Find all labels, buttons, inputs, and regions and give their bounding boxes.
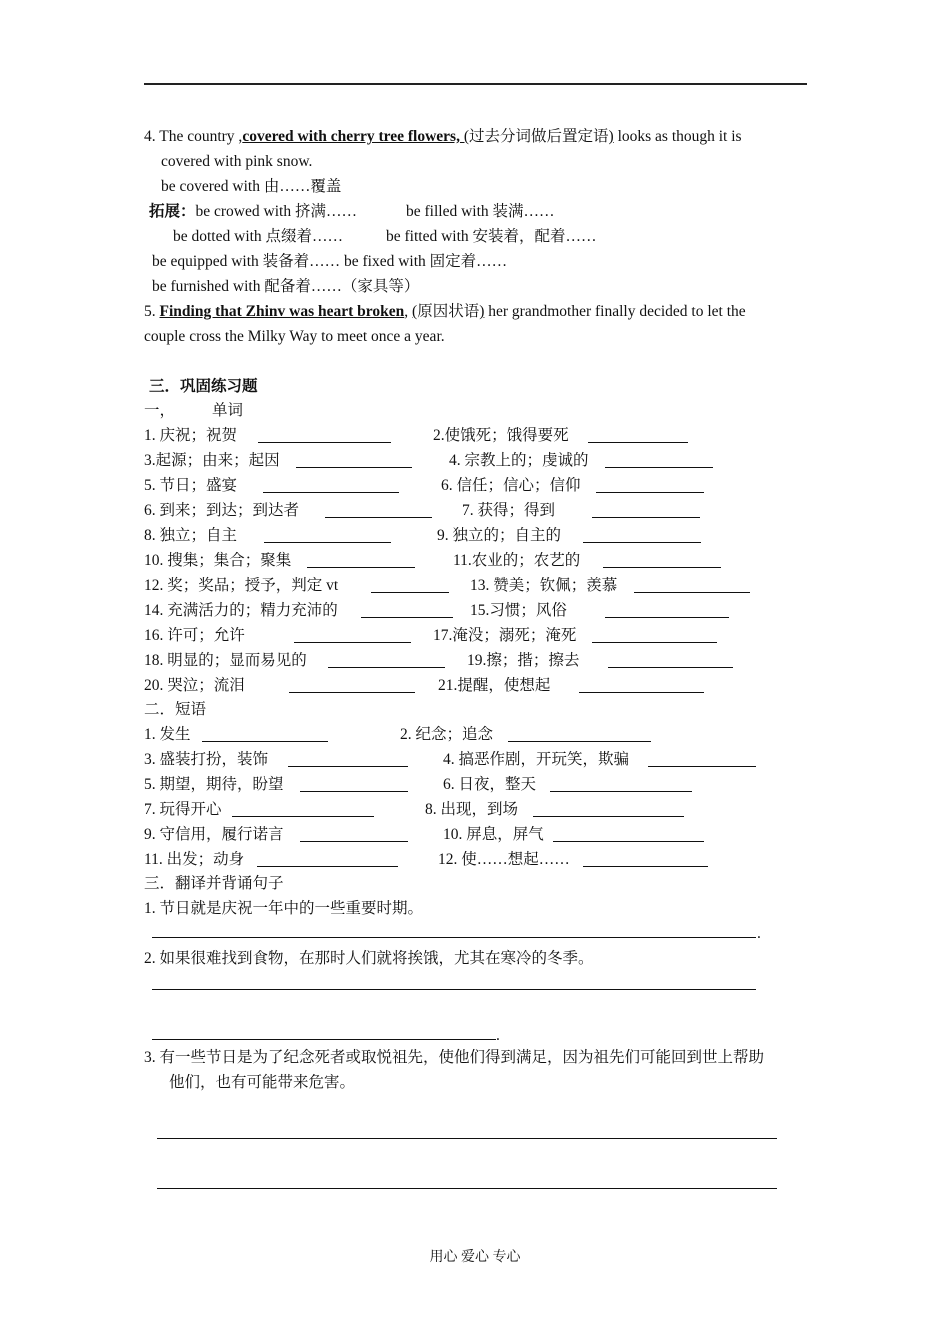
extension-phrase: be dotted with 点缀着…… [173, 228, 344, 245]
vocab-prompt: 15.习惯；风俗 [470, 602, 567, 619]
subsection-title: 二．短语 [144, 701, 207, 718]
vocab-prompt: 12. 奖；奖品；授予，判定 vt [144, 577, 339, 594]
phrase-answer-blank[interactable] [300, 791, 408, 792]
phrase-prompt: 7. 玩得开心 [144, 801, 222, 818]
item-4-line-1 [144, 127, 742, 147]
vocab-prompt: 17.淹没；溺死；淹死 [433, 627, 577, 644]
phrase-prompt: 8. 出现，到场 [425, 801, 519, 818]
answer-line[interactable] [157, 1188, 777, 1189]
vocab-answer-blank[interactable] [325, 517, 432, 518]
vocab-prompt: 20. 哭泣；流泪 [144, 677, 245, 694]
vocab-prompt: 14. 充满活力的；精力充沛的 [144, 602, 338, 619]
vocab-answer-blank[interactable] [361, 617, 453, 618]
answer-line[interactable] [152, 937, 756, 938]
phrase-answer-blank[interactable] [648, 766, 756, 767]
translation-sentence-2: 2. 如果很难找到食物，在那时人们就将挨饿，尤其在寒冷的冬季。 [144, 950, 594, 967]
phrase-answer-blank[interactable] [288, 766, 408, 767]
vocab-prompt: 2.使饿死；饿得要死 [433, 427, 569, 444]
answer-line[interactable] [152, 1039, 496, 1040]
vocab-prompt: 3.起源；由来；起因 [144, 452, 280, 469]
item-4-subject: The country , [159, 128, 243, 145]
vocab-answer-blank[interactable] [583, 542, 701, 543]
grammar-note: 过去分词做后置定语 [469, 128, 609, 145]
extension-phrase: be furnished with 配备着……（家具等） [152, 278, 420, 295]
extension-row-1 [149, 202, 357, 222]
phrase-prompt: 1. 发生 [144, 726, 191, 743]
vocab-answer-blank[interactable] [264, 542, 391, 543]
comma: , [404, 303, 413, 320]
vocab-prompt: 5. 节日；盛宴 [144, 477, 238, 494]
translation-sentence-3: 3. 有一些节日是为了纪念死者或取悦祖先，使他们得到满足，因为祖先们可能回到世上帮助 [144, 1049, 765, 1066]
vocab-prompt: 16. 许可；允许 [144, 627, 245, 644]
subsection-title: 三．翻译并背诵句子 [144, 875, 284, 892]
item-5-participle-phrase: Finding that Zhinv was heart broken [159, 303, 405, 320]
phrase-prompt: 12. 使……想起…… [438, 851, 570, 868]
phrase-answer-blank[interactable] [232, 816, 374, 817]
phrase-prompt: 4. 搞恶作剧，开玩笑，欺骗 [443, 751, 630, 768]
phrase-answer-blank[interactable] [583, 866, 708, 867]
item-4-line-2: covered with pink snow. [161, 153, 313, 170]
vocab-prompt: 4. 宗教上的；虔诚的 [449, 452, 589, 469]
vocab-answer-blank[interactable] [588, 442, 688, 443]
vocab-answer-blank[interactable] [592, 517, 700, 518]
subsection-title: 单词 [212, 402, 244, 419]
phrase-prompt: 3. 盛装打扮，装饰 [144, 751, 269, 768]
phrase-answer-blank[interactable] [257, 866, 398, 867]
subsection-number: 一， [144, 402, 176, 419]
extension-label: 拓展： [149, 203, 196, 220]
vocab-answer-blank[interactable] [603, 567, 721, 568]
phrase-prompt: 5. 期望，期待，盼望 [144, 776, 284, 793]
phrase-answer-blank[interactable] [553, 841, 704, 842]
page-footer: 用心 爱心 专心 [429, 1250, 521, 1265]
translation-sentence-1: 1. 节日就是庆祝一年中的一些重要时期。 [144, 900, 424, 917]
item-4-rest: looks as though it is [613, 128, 742, 145]
item-4-participle-phrase: covered with cherry tree flowers, [242, 128, 460, 145]
answer-line[interactable] [152, 989, 756, 990]
vocab-answer-blank[interactable] [294, 642, 411, 643]
item-number: 5. [144, 303, 160, 320]
extension-phrase: be crowed with 挤满…… [195, 203, 357, 220]
paren-open: ( [412, 303, 418, 320]
vocab-answer-blank[interactable] [258, 442, 391, 443]
vocab-prompt: 13. 赞美；钦佩；羡慕 [470, 577, 618, 594]
phrase-prompt: 9. 守信用，履行诺言 [144, 826, 284, 843]
vocab-answer-blank[interactable] [579, 692, 704, 693]
vocab-answer-blank[interactable] [371, 592, 449, 593]
translation-sentence-3-cont: 他们，也有可能带来危害。 [169, 1074, 356, 1091]
paren-close: ) [479, 303, 485, 320]
vocab-answer-blank[interactable] [592, 642, 717, 643]
vocab-prompt: 9. 独立的；自主的 [437, 527, 562, 544]
vocab-answer-blank[interactable] [289, 692, 415, 693]
vocab-answer-blank[interactable] [605, 467, 713, 468]
paren-open: ( [459, 128, 469, 145]
vocab-prompt: 18. 明显的；显而易见的 [144, 652, 307, 669]
phrase-prompt: 6. 日夜，整天 [443, 776, 537, 793]
phrase-prompt: 11. 出发；动身 [144, 851, 245, 868]
vocab-answer-blank[interactable] [328, 667, 445, 668]
vocab-prompt: 11.农业的；农艺的 [453, 552, 581, 569]
vocab-answer-blank[interactable] [296, 467, 412, 468]
vocab-answer-blank[interactable] [596, 492, 704, 493]
vocab-prompt: 1. 庆祝；祝贺 [144, 427, 238, 444]
vocab-prompt: 21.提醒，使想起 [438, 677, 551, 694]
vocab-answer-blank[interactable] [307, 567, 415, 568]
vocab-answer-blank[interactable] [605, 617, 729, 618]
vocab-prompt: 10. 搜集；集合；聚集 [144, 552, 292, 569]
vocab-prompt: 7. 获得；得到 [462, 502, 556, 519]
item-number: 4. [144, 128, 156, 145]
phrase-prompt: 10. 屏息，屏气 [443, 826, 544, 843]
header-rule [144, 83, 807, 85]
phrase-answer-blank[interactable] [300, 841, 408, 842]
item-5-line-1 [144, 302, 746, 322]
answer-line[interactable] [157, 1138, 777, 1139]
vocab-prompt: 6. 信任；信心；信仰 [441, 477, 581, 494]
phrase-answer-blank[interactable] [550, 791, 692, 792]
phrase-prompt: 2. 纪念；追念 [400, 726, 494, 743]
paren-close: ) [608, 128, 614, 145]
period: . [496, 1027, 500, 1044]
extension-phrase: be filled with 装满…… [406, 203, 555, 220]
vocab-answer-blank[interactable] [263, 492, 399, 493]
extension-phrase: be fitted with 安装着，配着…… [386, 228, 597, 245]
extension-phrase: be equipped with 装备着…… be fixed with 固定着…… [152, 253, 508, 270]
vocab-prompt: 8. 独立；自主 [144, 527, 238, 544]
period: . [757, 925, 761, 942]
vocab-answer-blank[interactable] [634, 592, 750, 593]
phrase-answer-blank[interactable] [202, 741, 328, 742]
item-5-line-2: couple cross the Milky Way to meet once a year. [144, 328, 445, 345]
vocab-prompt: 6. 到来；到达；到达者 [144, 502, 300, 519]
section-title: 三．巩固练习题 [149, 378, 258, 395]
item-5-rest: her grandmother finally decided to let the [484, 303, 746, 320]
vocab-prompt: 19.擦；揩；擦去 [467, 652, 580, 669]
grammar-note: 原因状语 [417, 303, 480, 320]
phrase-answer-blank[interactable] [508, 741, 651, 742]
vocab-answer-blank[interactable] [608, 667, 733, 668]
phrase-be-covered-with: be covered with 由……覆盖 [161, 178, 342, 195]
phrase-answer-blank[interactable] [533, 816, 684, 817]
